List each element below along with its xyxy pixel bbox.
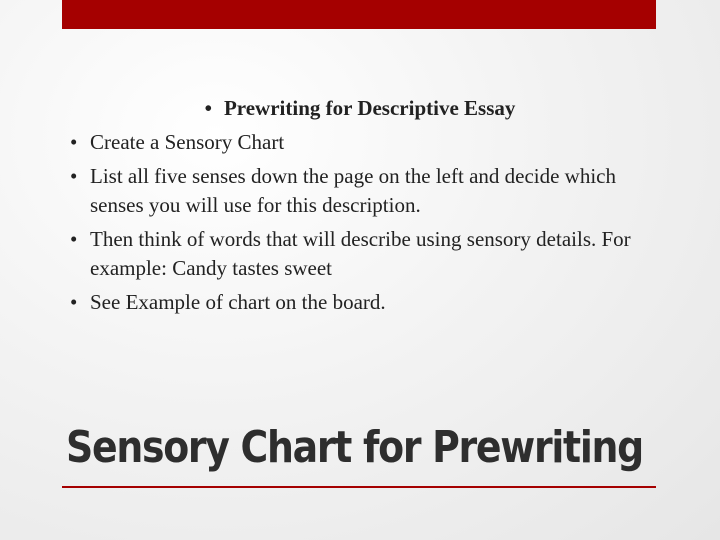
bullet-item [70, 128, 650, 157]
bullet-heading [70, 94, 650, 123]
heading-text: Prewriting for Descriptive Essay [223, 96, 516, 120]
bullet-text: Then think of words that will describe using sensory details. For example: Candy tastes sweet [90, 227, 631, 280]
bullet-item [70, 162, 650, 220]
bullet-text: List all five senses down the page on the left and decide which senses you will use for this description. [90, 164, 617, 217]
slide-body [70, 94, 650, 322]
bullet-icon: • [70, 164, 78, 188]
bullet-icon: • [70, 290, 78, 314]
bullet-icon: • [70, 227, 78, 251]
bullet-icon: • [70, 130, 78, 154]
title-underline [62, 486, 656, 488]
slide-title: Sensory Chart for Prewriting [66, 422, 643, 473]
bullet-text: See Example of chart on the board. [90, 290, 386, 314]
bullet-text: Create a Sensory Chart [90, 130, 285, 154]
top-accent-bar [62, 0, 656, 29]
bullet-list [70, 94, 650, 317]
bullet-item [70, 288, 650, 317]
bullet-item [70, 225, 650, 283]
bullet-icon: • [204, 96, 212, 120]
